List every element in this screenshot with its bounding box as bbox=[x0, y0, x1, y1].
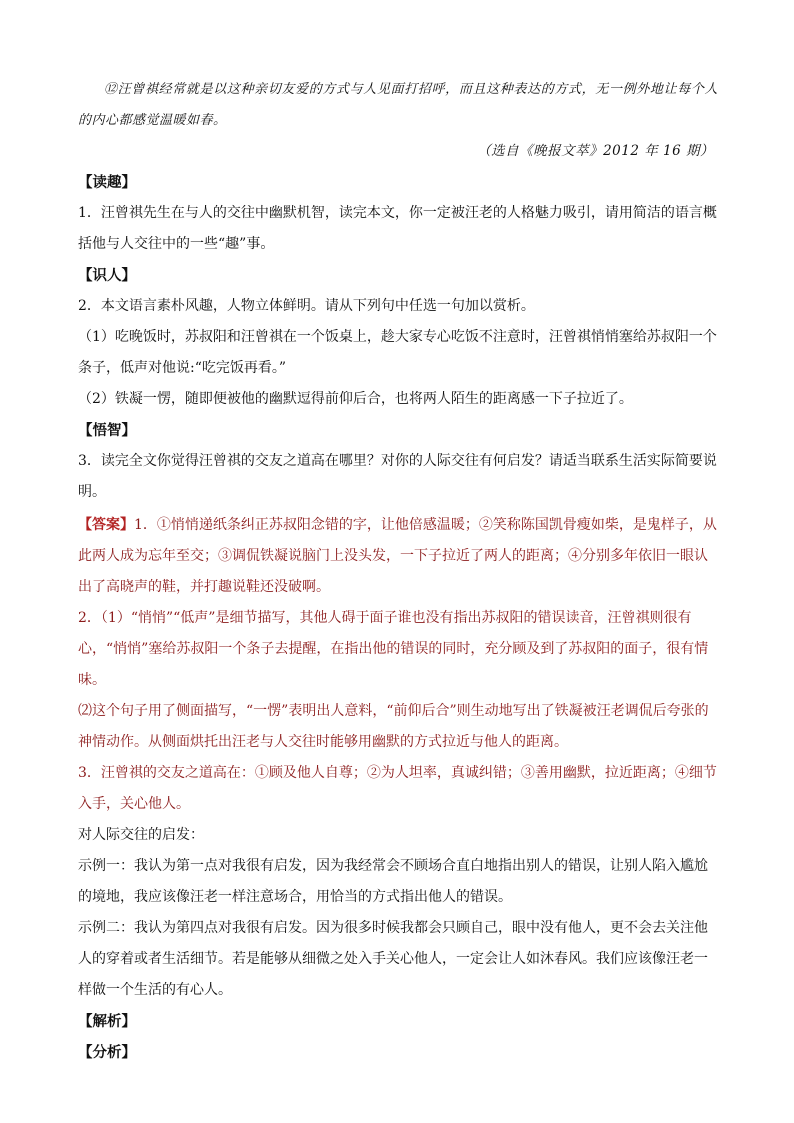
excerpt-paragraph: ⑫汪曾祺经常就是以这种亲切友爱的方式与人见面打招呼，而且这种表达的方式，无一例外地让每个人的内心都感觉温暖如春。 bbox=[78, 82, 718, 128]
answer-1-text: 1．①悄悄递纸条纠正苏叔阳念错的字，让他倍感温暖；②笑称陈国凯骨瘦如柴，是鬼样子，从此两人成为忘年至交；③调侃铁凝说脑门上没头发，一下子拉近了两人的距离；④分别多年依旧一眼认出了高晓声的鞋，并打趣说鞋还没破啊。 bbox=[78, 517, 717, 595]
section-wuzhi: 【悟智】 bbox=[78, 422, 136, 439]
question-1: 1．汪曾祺先生在与人的交往中幽默机智，读完本文，你一定被汪老的人格魅力吸引，请用简洁的语言概括他与人交往中的一些“趣”事。 bbox=[78, 205, 717, 252]
section-fenxi: 【分析】 bbox=[78, 1044, 136, 1061]
answer-label: 【答案】 bbox=[78, 517, 134, 533]
document-page bbox=[78, 74, 718, 1068]
question-3: 3．读完全文你觉得汪曾祺的交友之道高在哪里？对你的人际交往有何启发？请适当联系生活实际简要说明。 bbox=[78, 453, 717, 500]
question-2-option-2: （2）铁凝一愣，随即便被他的幽默逗得前仰后合，也将两人陌生的距离感一下子拉近了。 bbox=[78, 391, 633, 407]
answer-2-1: 2．（1）“悄悄”“低声”是细节描写，其他人碍于面子谁也没有指出苏叔阳的错误读音，汪曾祺则很有心，“悄悄”塞给苏叔阳一个条子去提醒，在指出他的错误的同时，充分顾及到了苏叔阳的面子，很有情味。 bbox=[78, 610, 709, 688]
answer-2-2: ⑵这个句子用了侧面描写，“一愣”表明出人意料，“前仰后合”则生动地写出了铁凝被汪老调侃后夸张的神情动作。从侧面烘托出汪老与人交往时能够用幽默的方式拉近与他人的距离。 bbox=[78, 703, 709, 750]
question-2-option-1: （1）吃晚饭时，苏叔阳和汪曾祺在一个饭桌上，趁大家专心吃饭不注意时，汪曾祺悄悄塞给苏叔阳一个条子，低声对他说:“吃完饭再看。” bbox=[78, 329, 717, 376]
section-shiren: 【识人】 bbox=[78, 267, 136, 284]
excerpt-source: （选自《晚报文萃》2012 年 16 期） bbox=[477, 143, 714, 159]
section-duqu: 【读趣】 bbox=[78, 174, 136, 191]
answer-3: 3．汪曾祺的交友之道高在：①顾及他人自尊；②为人坦率，真诚纠错；③善用幽默，拉近距离；④细节入手，关心他人。 bbox=[78, 765, 717, 812]
inspiration-example-2: 示例二：我认为第四点对我很有启发。因为很多时候我都会只顾自己，眼中没有他人，更不会去关注他人的穿着或者生活细节。若是能够从细微之处入手关心他人，一定会让人如沐春风。我们应该像汪老一样做一个生活的有心人。 bbox=[78, 920, 708, 998]
inspiration-heading: 对人际交往的启发： bbox=[78, 827, 204, 843]
inspiration-example-1: 示例一：我认为第一点对我很有启发，因为我经常会不顾场合直白地指出别人的错误，让别人陷入尴尬的境地，我应该像汪老一样注意场合，用恰当的方式指出他人的错误。 bbox=[78, 858, 708, 905]
section-jiexi: 【解析】 bbox=[78, 1013, 136, 1030]
question-2: 2．本文语言素朴风趣，人物立体鲜明。请从下列句中任选一句加以赏析。 bbox=[78, 298, 535, 314]
answer-1 bbox=[78, 510, 718, 603]
